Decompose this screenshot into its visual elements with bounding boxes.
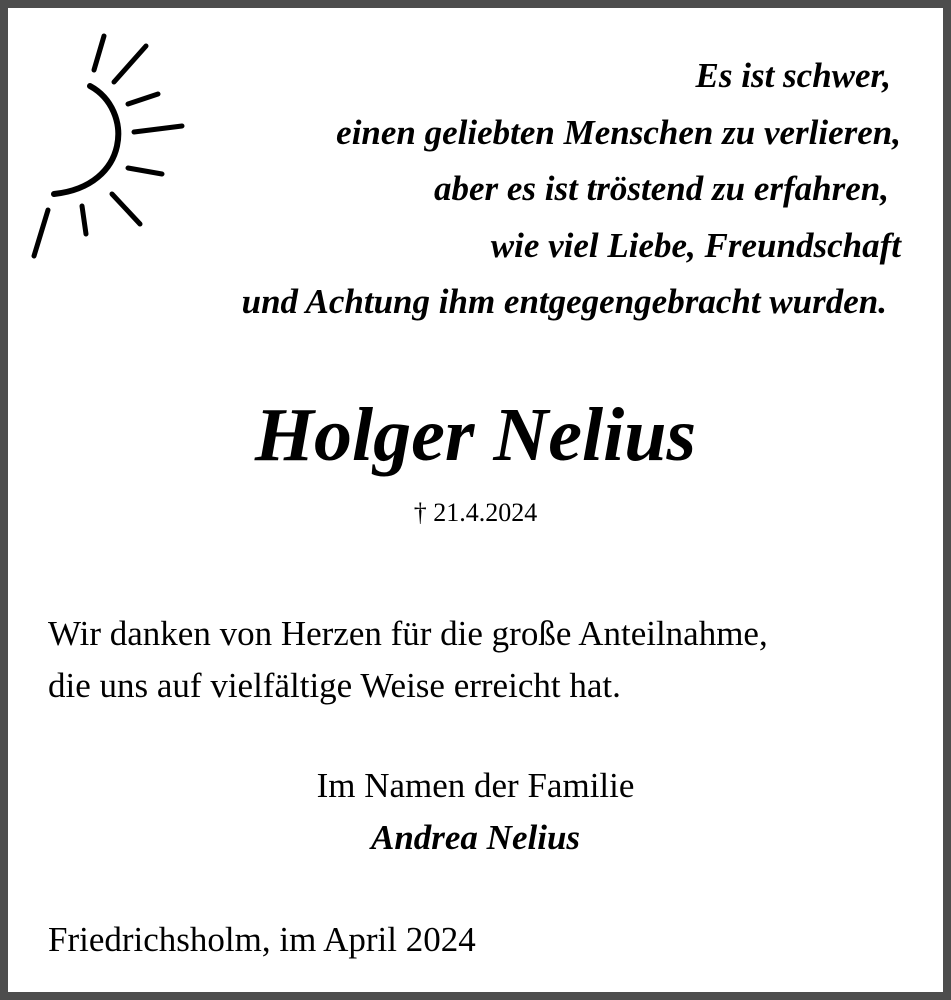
- death-date: † 21.4.2024: [413, 498, 538, 527]
- family-signature: [8, 760, 943, 864]
- quote-line: einen geliebten Menschen zu verlieren,: [336, 112, 901, 152]
- signer-name: Andrea Nelius: [370, 818, 581, 857]
- quote-line: und Achtung ihm entgegengebracht wurden.: [241, 282, 887, 321]
- place-date: Friedrichsholm, im April 2024: [48, 920, 476, 959]
- thanks-line: Wir danken von Herzen für die große Anteilnahme,: [48, 614, 768, 653]
- quote-line: wie viel Liebe, Freundschaft: [490, 225, 901, 265]
- quote-line: Es ist schwer,: [695, 56, 891, 95]
- family-intro: Im Namen der Familie: [316, 766, 635, 805]
- quote-line: aber es ist tröstend zu erfahren,: [433, 169, 889, 208]
- thanks-line: die uns auf vielfältige Weise erreicht hat.: [48, 666, 621, 705]
- memorial-quote: [101, 48, 901, 331]
- deceased-name: Holger Nelius: [254, 393, 697, 477]
- thanks-text: [48, 608, 768, 712]
